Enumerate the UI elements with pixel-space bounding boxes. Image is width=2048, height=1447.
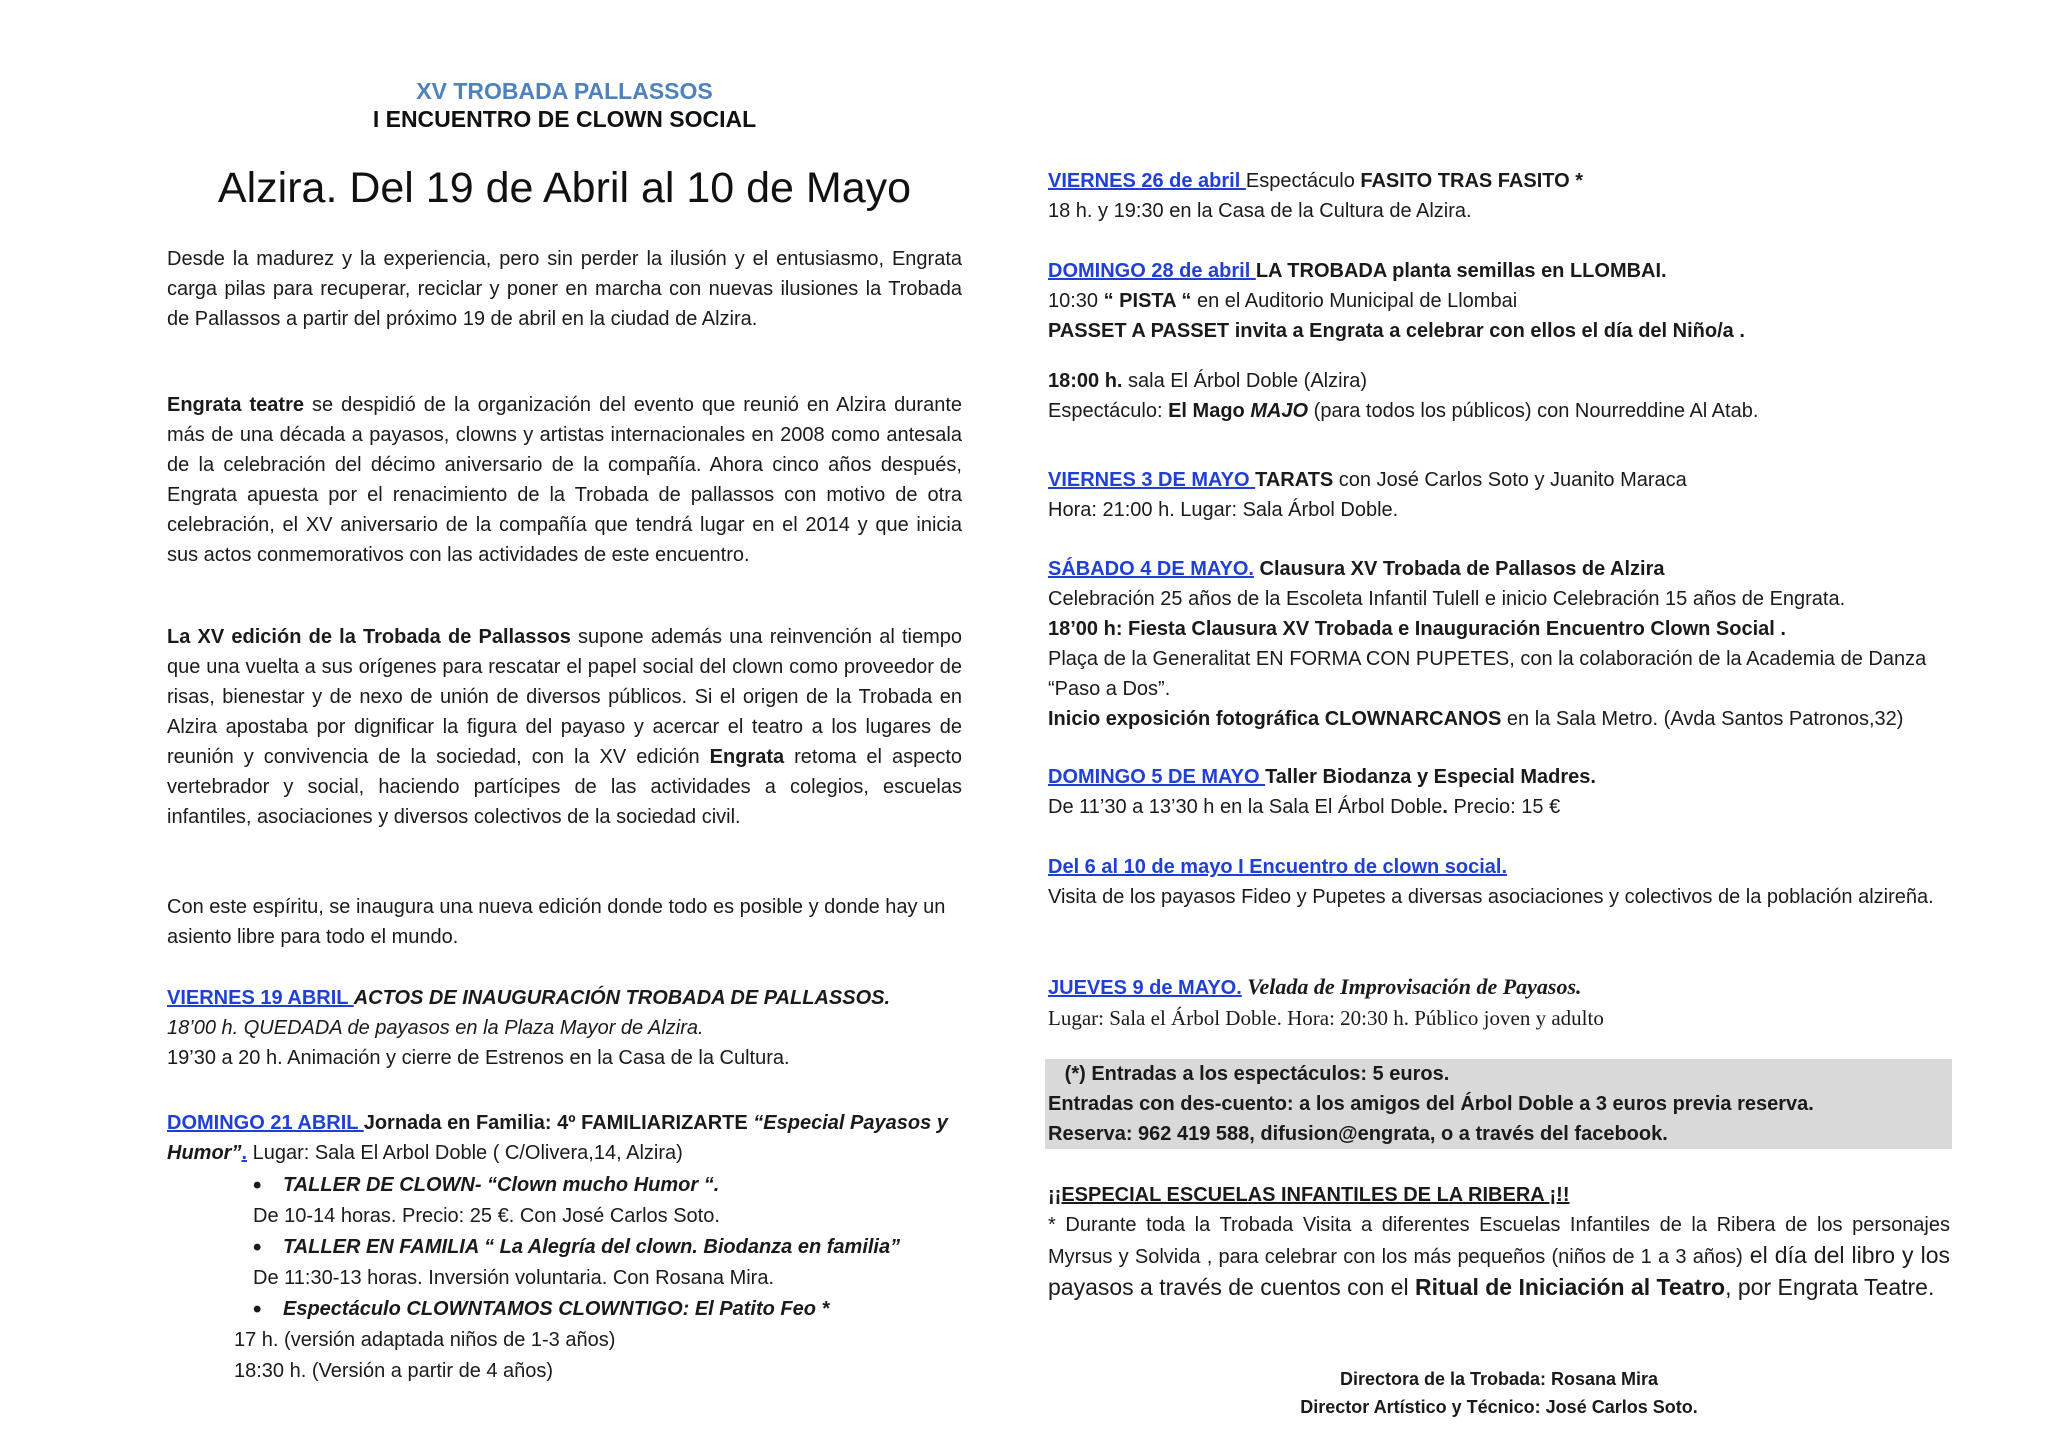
- event-domingo-21: [167, 1108, 962, 1168]
- event-6-10-mayo: [1048, 852, 1950, 912]
- tickets-reserve: Reserva: 962 419 588, difusion@engrata, o a través del facebook.: [1048, 1123, 1668, 1145]
- ritual-title: Ritual de Iniciación al Teatro: [1414, 1274, 1726, 1300]
- list-item: [245, 1170, 962, 1201]
- activities-list: [245, 1170, 962, 1201]
- pista-place: en el Auditorio Municipal de Llombai: [1191, 290, 1518, 312]
- taller-familia-details: De 11:30-13 horas. Inversión voluntaria. Con Rosana Mira.: [253, 1267, 775, 1289]
- taller-clown-details: De 10-14 horas. Precio: 25 €. Con José Carlos Soto.: [253, 1205, 720, 1227]
- mago-audience: (para todos los públicos) con Nourreddine Al Atab.: [1308, 400, 1759, 422]
- especial-escuelas: [1048, 1180, 1950, 1304]
- espectaculo-label: Espectáculo: [1245, 170, 1361, 192]
- especial-payasos-title: “Especial Payasos y Humor”: [167, 1112, 948, 1164]
- edition-text: supone además una reinvención al tiempo que una vuelta a sus orígenes para rescatar el papel social del clown como proveedor de risas, bienestar y de nexo de unión de diversos públicos. Si el origen de la Trobada en Alzira apostaba por dignificar la figura del payaso y acercar el teatro a los lugares de reunión y convivencia de la sociedad, con la XV edición: [167, 626, 963, 768]
- patito-session-1: 17 h. (versión adaptada niños de 1-3 años): [234, 1329, 616, 1351]
- pista-title: “ PISTA “: [1103, 290, 1192, 312]
- fasito-title: FASITO TRAS FASITO *: [1360, 170, 1584, 192]
- history-paragraph: [167, 390, 962, 570]
- edition-text-end: retoma el aspecto vertebrador y social, haciendo partícipes de las actividades a colegios, escuelas infantiles, asociaciones y diversos colectivos de la sociedad civil.: [167, 746, 963, 828]
- viernes-26-link[interactable]: VIERNES 26 de abril: [1048, 170, 1246, 192]
- tarats-time: Hora: 21:00 h. Lugar: Sala Árbol Doble.: [1048, 499, 1399, 521]
- especial-text: * Durante toda la Trobada Visita a diferentes Escuelas Infantiles de la Ribera de los personajes Myrsus y Solvida , para celebrar con los más pequeños (niños de 1 a 3 años): [1048, 1214, 1950, 1268]
- exposicion-place: en la Sala Metro. (Avda Santos Patronos,32): [1501, 708, 1904, 730]
- tickets-info: [1048, 1059, 1950, 1149]
- engrata-label: Engrata: [709, 746, 785, 768]
- especial-text-end: , por Engrata Teatre.: [1725, 1274, 1935, 1300]
- event-subtitle: I ENCUENTRO DE CLOWN SOCIAL: [372, 106, 757, 132]
- domingo-21-link[interactable]: DOMINGO 21 ABRIL: [167, 1112, 364, 1134]
- edition-paragraph: [167, 622, 962, 832]
- event-domingo-28: [1048, 256, 1950, 426]
- encuentro-clown-link[interactable]: Del 6 al 10 de mayo I Encuentro de clown social.: [1048, 856, 1508, 878]
- velada-title: Velada de Improvisación de Payasos.: [1241, 974, 1582, 999]
- biodanza-title: Taller Biodanza y Especial Madres.: [1265, 766, 1596, 788]
- spirit-text: Con este espíritu, se inaugura una nueva edición donde todo es posible y donde hay un asiento libre para todo el mundo.: [167, 896, 946, 948]
- signature-director: Director Artístico y Técnico: José Carlos Soto.: [1300, 1397, 1698, 1417]
- list-item: • TALLER EN FAMILIA “ La Alegría del clown. Biodanza en familia”: [245, 1232, 962, 1263]
- passet-line: PASSET A PASSET invita a Engrata a celebrar con ellos el día del Niño/a .: [1048, 320, 1745, 342]
- tarats-title: TARATS: [1255, 469, 1334, 491]
- mago-place: sala El Árbol Doble (Alzira): [1122, 370, 1368, 392]
- pista-time: 10:30: [1048, 290, 1104, 312]
- biodanza-dot: .: [1442, 796, 1448, 818]
- domingo-21-activities: [234, 1170, 962, 1387]
- biodanza-price: Precio: 15 €: [1447, 796, 1561, 818]
- biodanza-time: De 11’30 a 13’30 h en la Sala El Árbol Doble: [1048, 796, 1443, 818]
- especial-text-2: el día del libro y los payasos a través de cuentos con el: [1048, 1242, 1950, 1300]
- patito-session-2: 18:30 h. (Versión a partir de 4 años): [234, 1360, 554, 1382]
- jornada-familia-title: Jornada en Familia: 4º FAMILIARIZARTE: [363, 1112, 754, 1134]
- signature-directora: Directora de la Trobada: Rosana Mira: [1339, 1369, 1659, 1389]
- event-domingo-5: [1048, 762, 1950, 822]
- inauguracion-title: ACTOS DE INAUGURACIÓN TROBADA DE PALLASSOS.: [353, 987, 891, 1009]
- intro-text: Desde la madurez y la experiencia, pero sin perder la ilusión y el entusiasmo, Engrata carga pilas para recuperar, reciclar y poner en marcha con nuevas ilusiones la Trobada de Pallassos a partir del próximo 19 de abril en la ciudad de Alzira.: [167, 248, 962, 330]
- spirit-paragraph: [167, 892, 962, 952]
- tickets-discount: Entradas con des-cuento: a los amigos del Árbol Doble a 3 euros previa reserva.: [1048, 1093, 1814, 1115]
- viernes-3-link[interactable]: VIERNES 3 DE MAYO: [1048, 469, 1256, 491]
- engrata-teatre-label: Engrata teatre: [167, 394, 304, 416]
- mago-title: El Mago: [1168, 400, 1251, 422]
- sabado-4-link[interactable]: SÁBADO 4 DE MAYO.: [1048, 558, 1254, 580]
- intro-paragraph: [167, 244, 962, 334]
- placa-line: Plaça de la Generalitat EN FORMA CON PUPETES, con la colaboración de la Academia de Danza “Paso a Dos”.: [1048, 648, 1927, 700]
- velada-details: Lugar: Sala el Árbol Doble. Hora: 20:30 h. Público joven y adulto: [1048, 1006, 1604, 1030]
- llombai-title: LA TROBADA planta semillas en LLOMBAI.: [1255, 260, 1667, 282]
- mago-label: Espectáculo:: [1048, 400, 1169, 422]
- event-viernes-26: [1048, 166, 1950, 226]
- tarats-cast: con José Carlos Soto y Juanito Maraca: [1333, 469, 1687, 491]
- viernes-19-link[interactable]: VIERNES 19 ABRIL: [167, 987, 354, 1009]
- majo-title: MAJO: [1250, 400, 1309, 422]
- taller-clown-label: TALLER DE CLOWN: [283, 1174, 475, 1196]
- jueves-9-link[interactable]: JUEVES 9 de MAYO.: [1048, 977, 1242, 999]
- page-title: Alzira. Del 19 de Abril al 10 de Mayo: [217, 164, 912, 212]
- mago-time: 18:00 h.: [1048, 370, 1123, 392]
- event-viernes-3: [1048, 465, 1950, 525]
- list-item: • Espectáculo CLOWNTAMOS CLOWNTIGO: El Patito Feo *: [245, 1294, 962, 1325]
- event-sabado-4: [1048, 554, 1950, 734]
- history-text: se despidió de la organización del evento que reunió en Alzira durante más de una década a payasos, clowns y artistas internacionales en 2008 como antesala de la celebración del décimo aniversario de la compañía. Ahora cinco años después, Engrata apuesta por el renacimiento de la Trobada de pallassos con motivo de otra celebración, el XV aniversario de la compañía que tendrá lugar en el 2014 y que inicia sus actos conmemorativos con las actividades de este encuentro.: [167, 394, 962, 566]
- fiesta-clausura-line: 18’00 h: Fiesta Clausura XV Trobada e Inauguración Encuentro Clown Social .: [1048, 618, 1786, 640]
- event-viernes-19: [167, 983, 962, 1073]
- quedada-line: 18’00 h. QUEDADA de payasos en la Plaza Mayor de Alzira.: [167, 1017, 704, 1039]
- taller-clown-name: - “Clown mucho Humor “.: [474, 1174, 720, 1196]
- fasito-time: 18 h. y 19:30 en la Casa de la Cultura de Alzira.: [1048, 200, 1472, 222]
- especial-title: ¡¡ESPECIAL ESCUELAS INFANTILES DE LA RIBERA ¡!!: [1048, 1184, 1570, 1206]
- clausura-title: Clausura XV Trobada de Pallasos de Alzira: [1253, 558, 1665, 580]
- exposicion-title: Inicio exposición fotográfica CLOWNARCANOS: [1048, 708, 1502, 730]
- event-jueves-9: [1048, 972, 1950, 1033]
- visita-line: Visita de los payasos Fideo y Pupetes a diversas asociaciones y colectivos de la población alzireña.: [1048, 886, 1934, 908]
- domingo-21-place: Lugar: Sala El Arbol Doble ( C/Olivera,14, Alzira): [247, 1142, 683, 1164]
- domingo-28-link[interactable]: DOMINGO 28 de abril: [1048, 260, 1256, 282]
- domingo-21-dot-link[interactable]: .: [241, 1142, 248, 1164]
- event-title: XV TROBADA PALLASSOS: [416, 78, 713, 104]
- tickets-price: (*) Entradas a los espectáculos: 5 euros.: [1048, 1063, 1450, 1085]
- animacion-line: 19’30 a 20 h. Animación y cierre de Estrenos en la Casa de la Cultura.: [167, 1047, 790, 1069]
- domingo-5-link[interactable]: DOMINGO 5 DE MAYO: [1048, 766, 1266, 788]
- edition-label: La XV edición de la Trobada de Pallassos: [167, 626, 571, 648]
- celebracion-line: Celebración 25 años de la Escoleta Infantil Tulell e inicio Celebración 15 años de Engrata.: [1048, 588, 1846, 610]
